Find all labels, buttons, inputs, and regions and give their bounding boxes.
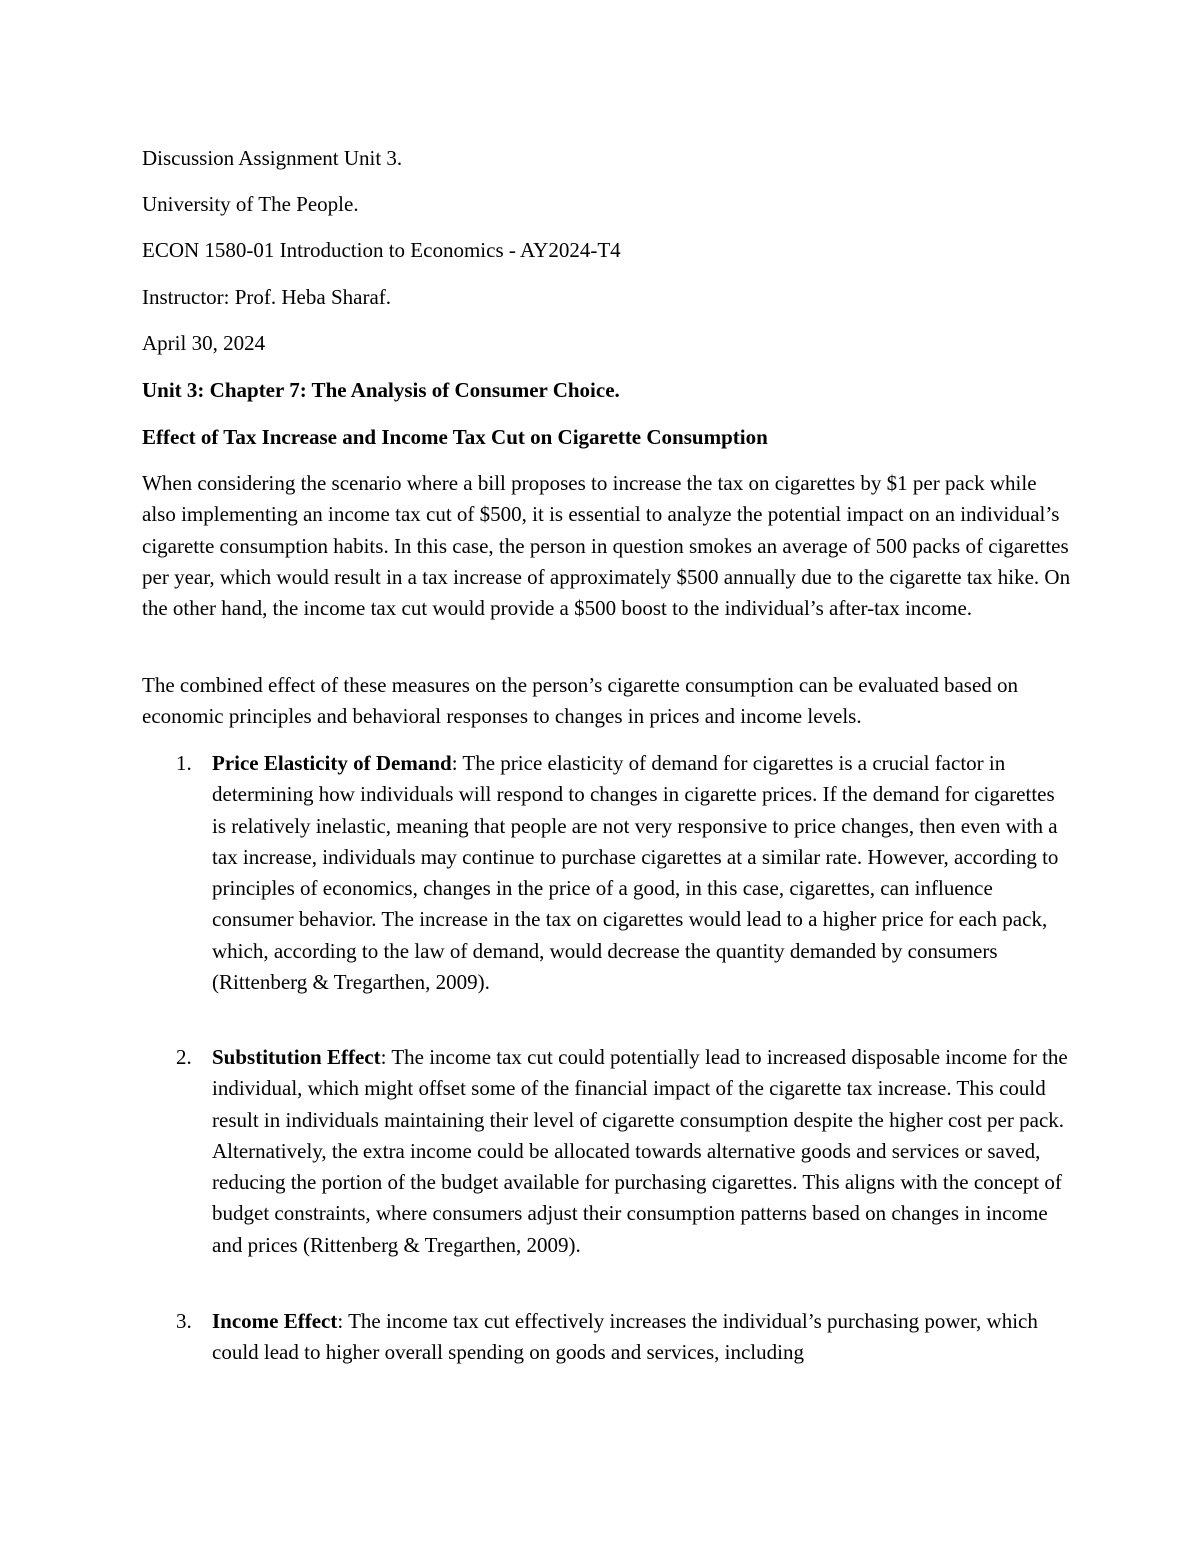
list-number: 1.	[176, 751, 192, 775]
list-text: : The price elasticity of demand for cigarettes is a crucial factor in determining how individuals will respond to changes in cigarette prices. If the demand for cigarettes is relatively inelastic, meaning that people are not very responsive to price changes, then even with a tax increase, individuals may continue to purchase cigarettes at a similar rate. However, according to principles of economics, changes in the price of a good, in this case, cigarettes, can influence consumer behavior. The increase in the tax on cigarettes would lead to a higher price for each pack, which, according to the law of demand, would decrease the quantity demanded by consumers (Rittenberg & Tregarthen, 2009).	[212, 751, 1059, 995]
university-name: University of The People.	[142, 192, 359, 216]
list-term: Price Elasticity of Demand	[212, 751, 452, 775]
list-text: : The income tax cut could potentially lead to increased disposable income for the individual, which might offset some of the financial impact of the cigarette tax increase. This could result in individuals maintaining their level of cigarette consumption despite the higher cost per pack. Alternatively, the extra income could be allocated towards alternative goods and services or saved, reducing the portion of the budget available for purchasing cigarettes. This aligns with the concept of budget constraints, where consumers adjust their consumption patterns based on changes in income and prices (Rittenberg & Tregarthen, 2009).	[212, 1045, 1068, 1257]
topic-heading: Effect of Tax Increase and Income Tax Cut on Cigarette Consumption	[142, 425, 768, 449]
list-body	[212, 748, 1072, 998]
list-text: : The income tax cut effectively increases the individual’s purchasing power, which could lead to higher overall spending on goods and services, including	[212, 1309, 1038, 1365]
combined-effect-paragraph: The combined effect of these measures on the person’s cigarette consumption can be evaluated based on economic principles and behavioral responses to changes in prices and income levels.	[142, 673, 1019, 729]
unit-heading: Unit 3: Chapter 7: The Analysis of Consumer Choice.	[142, 378, 620, 402]
list-term: Income Effect	[212, 1309, 338, 1333]
list-body	[212, 1042, 1072, 1261]
document-date: April 30, 2024	[142, 331, 266, 355]
list-body	[212, 1306, 1072, 1369]
instructor-name: Instructor: Prof. Heba Sharaf.	[142, 285, 392, 309]
list-number: 2.	[176, 1045, 192, 1069]
list-term: Substitution Effect	[212, 1045, 381, 1069]
list-number: 3.	[176, 1309, 192, 1333]
course-name: ECON 1580-01 Introduction to Economics - AY2024-T4	[142, 238, 621, 262]
document-title: Discussion Assignment Unit 3.	[142, 146, 403, 170]
intro-paragraph: When considering the scenario where a bill proposes to increase the tax on cigarettes by $1 per pack while also implementing an income tax cut of $500, it is essential to analyze the potential impact on an individual’s cigarette consumption habits. In this case, the person in question smokes an average of 500 packs of cigarettes per year, which would result in a tax increase of approximately $500 annually due to the cigarette tax hike. On the other hand, the income tax cut would provide a $500 boost to the individual’s after-tax income.	[142, 471, 1071, 621]
